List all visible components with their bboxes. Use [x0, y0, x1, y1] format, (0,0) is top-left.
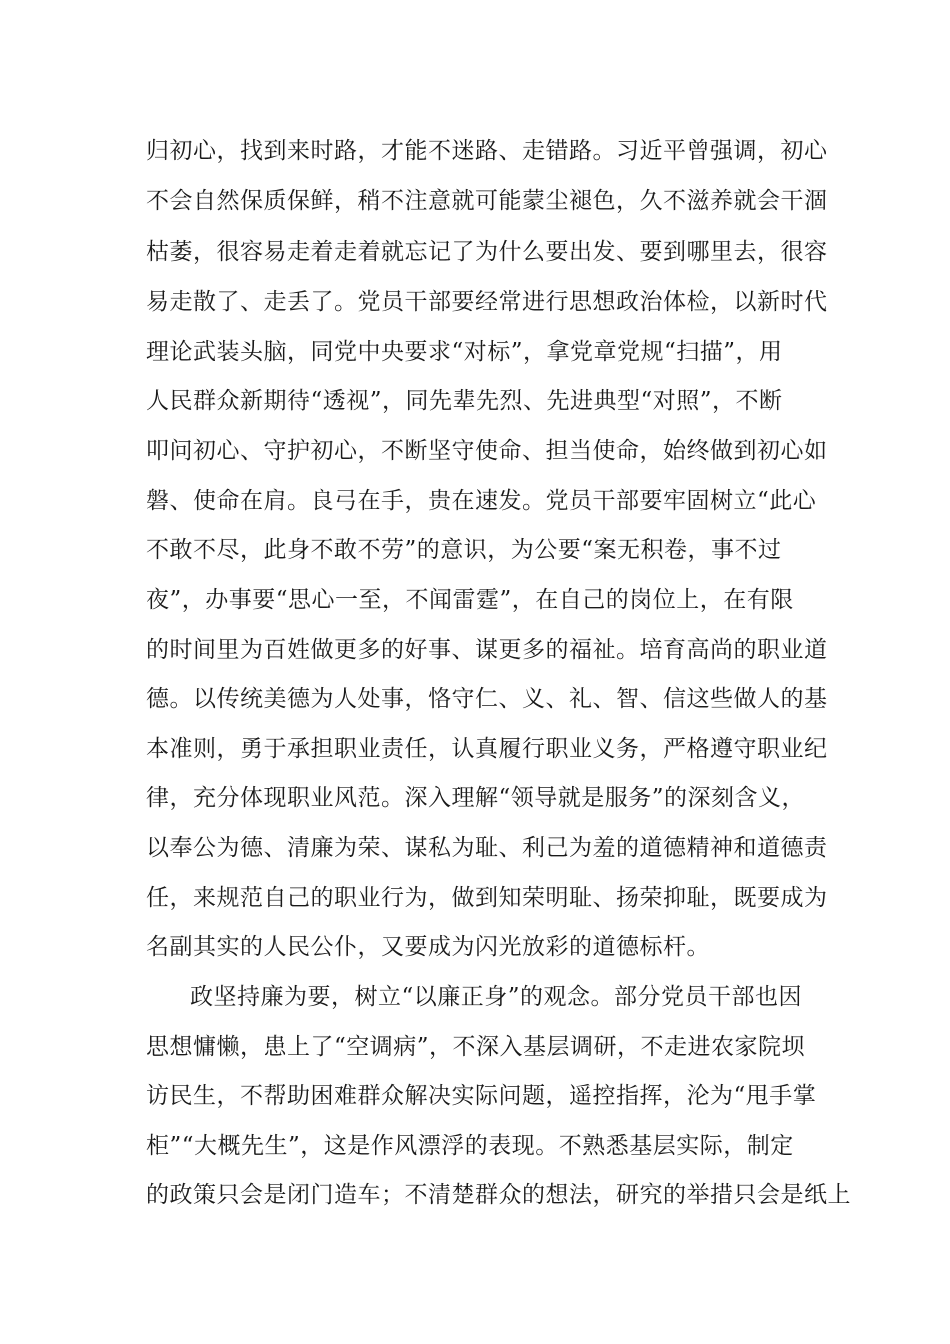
text-line: 叩问初心、守护初心，不断坚守使命、担当使命，始终做到初心如	[146, 438, 828, 464]
text-line: 磐、使命在肩。良弓在手，贵在速发。党员干部要牢固树立“此心	[146, 488, 817, 514]
text-line: 柜”“大概先生”，这是作风漂浮的表现。不熟悉基层实际，制定	[146, 1133, 794, 1159]
text-line: 不会自然保质保鲜，稍不注意就可能蒙尘褪色，久不滋养就会干涸	[146, 188, 828, 214]
text-line: 的政策只会是闭门造车；不清楚群众的想法，研究的举措只会是纸上	[146, 1182, 851, 1208]
paragraph-first-line: 政坚持廉为要，树立“以廉正身”的观念。部分党员干部也因	[190, 984, 803, 1010]
text-line: 本准则，勇于承担职业责任，认真履行职业义务，严格遵守职业纪	[146, 736, 828, 762]
text-line: 夜”，办事要“思心一至，不闻雷霆”，在自己的岗位上，在有限	[146, 587, 794, 613]
text-line: 德。以传统美德为人处事，恪守仁、义、礼、智、信这些做人的基	[146, 686, 828, 712]
text-line: 理论武装头脑，同党中央要求“对标”，拿党章党规“扫描”，用	[146, 339, 783, 365]
text-line: 律，充分体现职业风范。深入理解“领导就是服务”的深刻含义，	[146, 785, 806, 811]
text-line: 人民群众新期待“透视”，同先辈先烈、先进典型“对照”，不断	[146, 388, 783, 414]
text-line: 的时间里为百姓做更多的好事、谋更多的福祉。培育高尚的职业道	[146, 637, 828, 663]
text-line: 思想慵懒，患上了“空调病”，不深入基层调研，不走进农家院坝	[146, 1034, 806, 1060]
text-line: 访民生，不帮助困难群众解决实际问题，遥控指挥，沦为“甩手掌	[146, 1083, 817, 1109]
text-line: 归初心，找到来时路，才能不迷路、走错路。习近平曾强调，初心	[146, 138, 828, 164]
text-line: 枯萎，很容易走着走着就忘记了为什么要出发、要到哪里去，很容	[146, 239, 828, 265]
text-line: 名副其实的人民公仆，又要成为闪光放彩的道德标杆。	[146, 934, 710, 960]
text-line: 以奉公为德、清廉为荣、谋私为耻、利己为羞的道德精神和道德责	[146, 835, 828, 861]
text-line: 易走散了、走丢了。党员干部要经常进行思想政治体检，以新时代	[146, 289, 828, 315]
text-line: 任，来规范自己的职业行为，做到知荣明耻、扬荣抑耻，既要成为	[146, 885, 828, 911]
text-line: 不敢不尽，此身不敢不劳”的意识，为公要“案无积卷，事不过	[146, 537, 782, 563]
